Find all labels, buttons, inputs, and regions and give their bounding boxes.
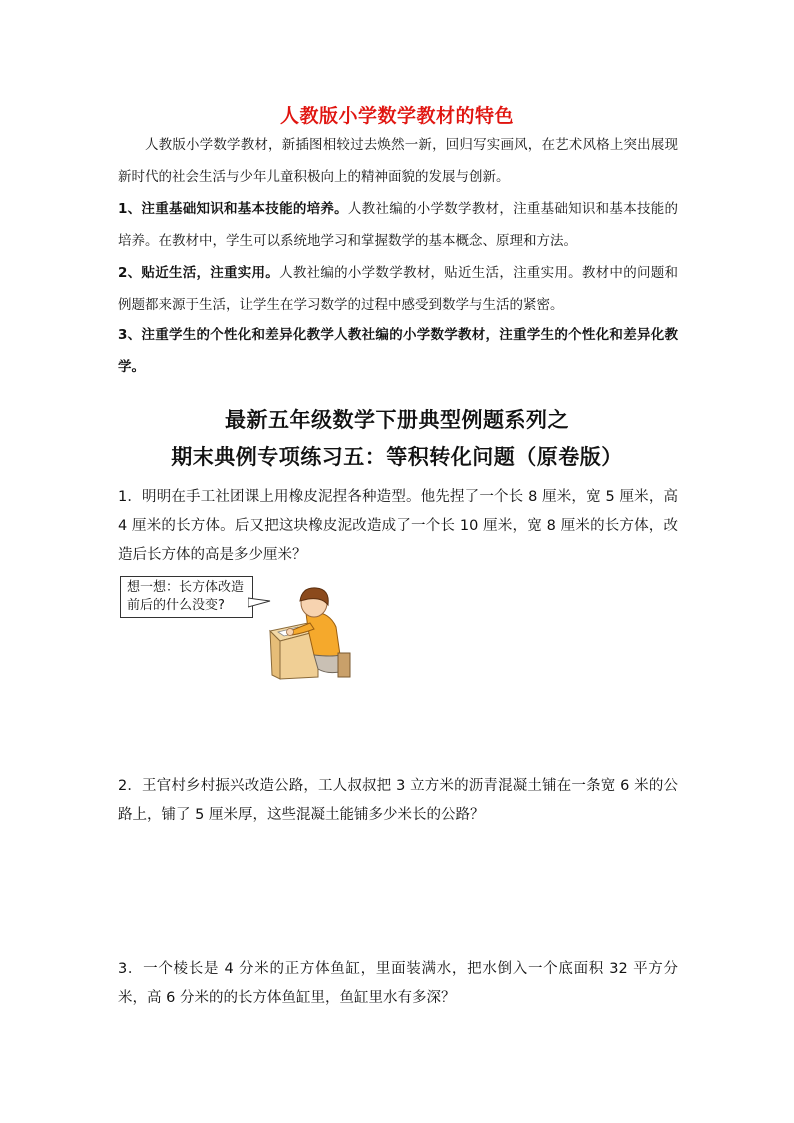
hint-speech-box xyxy=(120,576,253,618)
main-title-line-1: 最新五年级数学下册典型例题系列之 xyxy=(225,408,569,432)
intro-point-1 xyxy=(118,193,678,257)
student-thinking-illustration xyxy=(248,583,358,683)
point-text: 人教社编的小学数学教材，注重基础知识和基本技能的培养。在教材中，学生可以系统地学习和掌握数学的基本概念、原理和方法。 xyxy=(118,201,678,249)
hand-icon xyxy=(287,629,294,636)
hint-line-2: 前后的什么没变? xyxy=(127,598,225,613)
intro-point-3 xyxy=(118,319,678,383)
intro-point-2 xyxy=(118,257,678,321)
problem-3: 3．一个棱长是 4 分米的正方体鱼缸，里面装满水，把水倒入一个底面积 32 平方分米，高 6 分米的的长方体鱼缸里，鱼缸里水有多深？ xyxy=(118,961,678,1006)
point-heading: 2、贴近生活，注重实用。 xyxy=(118,265,280,281)
problem-1: 1．明明在手工社团课上用橡皮泥捏各种造型。他先捏了一个长 8 厘米，宽 5 厘米，高 4 厘米的长方体。后又把这块橡皮泥改造成了一个长 10 厘米，宽 8 厘米的长方体，改造后长方体的高是多少厘米？ xyxy=(118,489,678,563)
point-heading: 1、注重基础知识和基本技能的培养。 xyxy=(118,201,348,217)
main-title-line-2: 期末典例专项练习五：等积转化问题（原卷版） xyxy=(171,445,623,469)
intro-title: 人教版小学数学教材的特色 xyxy=(279,105,514,127)
point-text: 人教社编的小学数学教材，贴近生活，注重实用。教材中的问题和例题都来源于生活，让学生在学习数学的过程中感受到数学与生活的紧密。 xyxy=(118,265,678,313)
speech-pointer xyxy=(248,598,270,607)
problem-2: 2．王官村乡村振兴改造公路，工人叔叔把 3 立方米的沥青混凝土铺在一条宽 6 米的公路上，铺了 5 厘米厚，这些混凝土能铺多少米长的公路？ xyxy=(118,778,678,823)
chair-icon xyxy=(338,653,350,677)
intro-paragraph: 人教版小学数学教材，新插图相较过去焕然一新，回归写实画风，在艺术风格上突出展现新时代的社会生活与少年儿童积极向上的精神面貌的发展与创新。 xyxy=(118,137,678,185)
hint-line-1: 想一想：长方体改造 xyxy=(127,580,245,595)
point-heading: 3、注重学生的个性化和差异化教学人教社编的小学数学教材，注重学生的个性化和差异化教学。 xyxy=(118,327,678,375)
